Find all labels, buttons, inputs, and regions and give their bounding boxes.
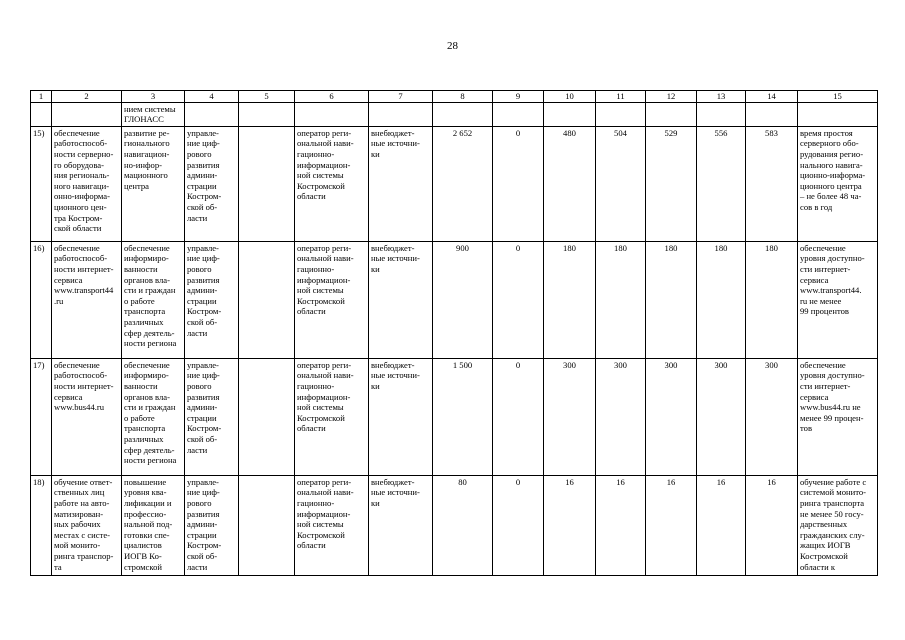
table-cell (239, 475, 295, 575)
column-number: 14 (746, 91, 798, 103)
value-cell: 16 (646, 475, 697, 575)
column-number: 7 (369, 91, 433, 103)
table-cell (185, 102, 239, 126)
value-cell: 16 (596, 475, 646, 575)
source-cell: внебюджет- ные источни- ки (369, 241, 433, 358)
table-row (31, 358, 878, 475)
table-cell (239, 241, 295, 358)
goal-cell: обучение ответ- ственных лиц работе на авто- матизирован- ных рабочих местах с систе- мой монито- ринга транспор- та (52, 475, 122, 575)
executor-cell: управле- ние циф- рового развития админи- страции Костром- ской об- ласти (185, 475, 239, 575)
value-cell: 0 (493, 126, 544, 241)
action-cell: повышение уровня ква- лификации и профессио- нальной под- готовки спе- циалистов ИОГВ Ко- стромской (122, 475, 185, 575)
column-number: 5 (239, 91, 295, 103)
continuation-row (31, 102, 878, 126)
table-cell (239, 126, 295, 241)
table-cell (52, 102, 122, 126)
column-number: 9 (493, 91, 544, 103)
value-cell: 2 652 (433, 126, 493, 241)
executor-cell: управле- ние циф- рового развития админи- страции Костром- ской об- ласти (185, 241, 239, 358)
column-number: 1 (31, 91, 52, 103)
table-cell (544, 102, 596, 126)
value-cell: 16 (544, 475, 596, 575)
value-cell: 556 (697, 126, 746, 241)
table-row (31, 241, 878, 358)
result-cell: обеспечение уровня доступно- сти интернет- сервиса www.transport44. ru не менее 99 процентов (798, 241, 878, 358)
value-cell: 0 (493, 358, 544, 475)
executor-cell: управле- ние циф- рового развития админи- страции Костром- ской об- ласти (185, 126, 239, 241)
result-cell: время простоя серверного обо- рудования регио- нального навига- ционно-информа- ционного центра – не более 48 ча- сов в год (798, 126, 878, 241)
value-cell: 180 (646, 241, 697, 358)
value-cell: 16 (746, 475, 798, 575)
value-cell: 180 (544, 241, 596, 358)
operator-cell: оператор реги- ональной нави- гационно- информацион- ной системы Костромской области (295, 241, 369, 358)
executor-cell: управле- ние циф- рового развития админи- страции Костром- ской об- ласти (185, 358, 239, 475)
value-cell: 180 (697, 241, 746, 358)
table-row (31, 126, 878, 241)
action-cell: обеспечение информиро- ванности органов вла- сти и граждан о работе транспорта различных сфер деятель- ности региона (122, 358, 185, 475)
column-number-row (31, 91, 878, 103)
table-cell (433, 102, 493, 126)
value-cell: 0 (493, 475, 544, 575)
value-cell: 300 (596, 358, 646, 475)
value-cell: 300 (646, 358, 697, 475)
source-cell: внебюджет- ные источни- ки (369, 475, 433, 575)
page-number: 28 (447, 40, 458, 52)
table-cell (798, 102, 878, 126)
source-cell: внебюджет- ные источни- ки (369, 358, 433, 475)
column-number: 4 (185, 91, 239, 103)
table-cell (746, 102, 798, 126)
table-cell (239, 102, 295, 126)
table-cell (697, 102, 746, 126)
table-cell (596, 102, 646, 126)
source-cell: внебюджет- ные источни- ки (369, 126, 433, 241)
column-number: 3 (122, 91, 185, 103)
column-number: 15 (798, 91, 878, 103)
operator-cell: оператор реги- ональной нави- гационно- информацион- ной системы Костромской области (295, 475, 369, 575)
value-cell: 180 (596, 241, 646, 358)
row-number: 17) (31, 358, 52, 475)
table-cell: нием системы ГЛОНАСС (122, 102, 185, 126)
operator-cell: оператор реги- ональной нави- гационно- информацион- ной системы Костромской области (295, 358, 369, 475)
result-cell: обеспечение уровня доступно- сти интернет- сервиса www.bus44.ru не менее 99 процен- тов (798, 358, 878, 475)
goal-cell: обеспечение работоспособ- ности интернет- сервиса www.transport44 .ru (52, 241, 122, 358)
value-cell: 300 (544, 358, 596, 475)
value-cell: 1 500 (433, 358, 493, 475)
value-cell: 504 (596, 126, 646, 241)
operator-cell: оператор реги- ональной нави- гационно- информацион- ной системы Костромской области (295, 126, 369, 241)
table-cell (493, 102, 544, 126)
column-number: 11 (596, 91, 646, 103)
table-cell (295, 102, 369, 126)
column-number: 12 (646, 91, 697, 103)
column-number: 6 (295, 91, 369, 103)
value-cell: 16 (697, 475, 746, 575)
value-cell: 180 (746, 241, 798, 358)
value-cell: 300 (746, 358, 798, 475)
table-cell (239, 358, 295, 475)
action-cell: обеспечение информиро- ванности органов вла- сти и граждан о работе транспорта различных сфер деятель- ности региона (122, 241, 185, 358)
action-cell: развитие ре- гионального навигацион- но-инфор- мационного центра (122, 126, 185, 241)
table-row (31, 475, 878, 575)
column-number: 8 (433, 91, 493, 103)
value-cell: 0 (493, 241, 544, 358)
result-cell: обучение работе с системой монито- ринга транспорта не менее 50 госу- дарственных гражданских слу- жащих ИОГВ Костромской области к (798, 475, 878, 575)
value-cell: 300 (697, 358, 746, 475)
goal-cell: обеспечение работоспособ- ности серверно- го оборудова- ния региональ- ного навигаци- онно-информа- ционного цен- тра Костром- ской области (52, 126, 122, 241)
row-number: 18) (31, 475, 52, 575)
value-cell: 529 (646, 126, 697, 241)
table-cell (369, 102, 433, 126)
value-cell: 900 (433, 241, 493, 358)
column-number: 10 (544, 91, 596, 103)
program-table (30, 90, 878, 576)
table-cell (31, 102, 52, 126)
row-number: 16) (31, 241, 52, 358)
value-cell: 583 (746, 126, 798, 241)
table-cell (646, 102, 697, 126)
goal-cell: обеспечение работоспособ- ности интернет- сервиса www.bus44.ru (52, 358, 122, 475)
column-number: 2 (52, 91, 122, 103)
column-number: 13 (697, 91, 746, 103)
row-number: 15) (31, 126, 52, 241)
value-cell: 80 (433, 475, 493, 575)
value-cell: 480 (544, 126, 596, 241)
